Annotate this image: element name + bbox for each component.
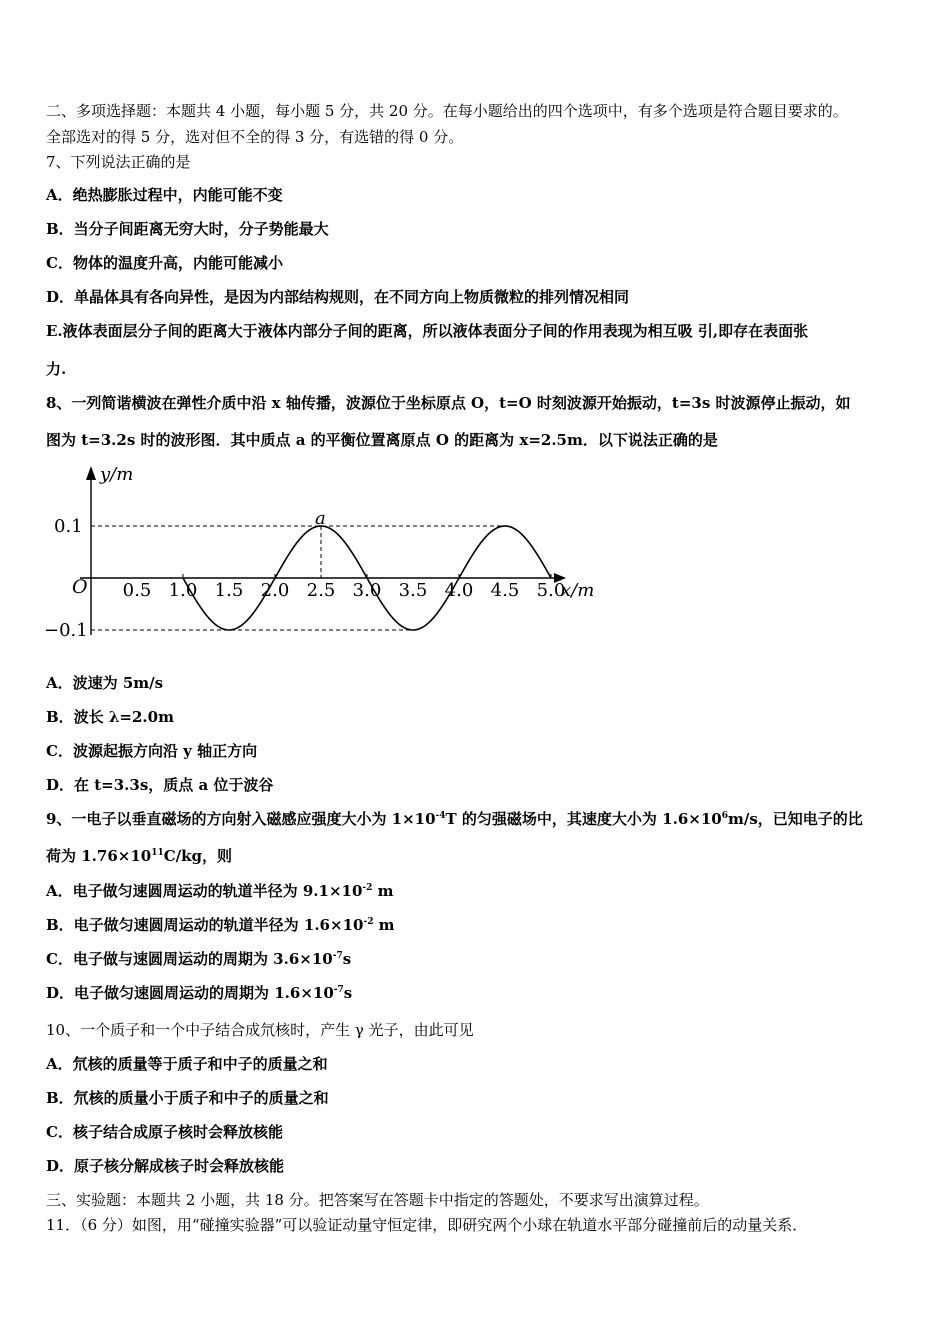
q10-option-b: B．氘核的质量小于质子和中子的质量之和: [46, 1089, 329, 1107]
q7-option-e: E.液体表面层分子间的距离大于液体内部分子间的距离，所以液体表面分子间的作用表现为相互吸 引,即存在表面张: [46, 322, 809, 340]
q9-option-a: [46, 881, 394, 901]
q9-option-b-unit: m: [373, 916, 395, 934]
q9-option-c-exp: -7: [332, 951, 343, 961]
y-tick-label: −0.1: [44, 620, 88, 641]
q8-option-d: D．在 t=3.3s，质点 a 位于波谷: [46, 776, 274, 794]
q9-stem-part1: 9、一电子以垂直磁场的方向射入磁感应强度大小为 1×10: [46, 810, 436, 828]
q10-stem: 10、一个质子和一个中子结合成氘核时，产生 γ 光子，由此可见: [46, 1021, 474, 1039]
x-tick-label: 2.0: [260, 580, 290, 601]
q9-option-a-text: A．电子做匀速圆周运动的轨道半径为 9.1×10: [46, 882, 363, 900]
q9-stem-line2-exp: 11: [151, 848, 164, 858]
point-a-label: a: [315, 508, 326, 529]
q8-option-b: B．波长 λ=2.0m: [46, 708, 174, 726]
q7-stem: 7、下列说法正确的是: [46, 153, 191, 171]
q9-stem-line2: [46, 846, 232, 866]
x-tick-label: 3.0: [352, 580, 382, 601]
x-axis-label: x/m: [561, 580, 595, 601]
q9-stem-part2: T 的匀强磁场中，其速度大小为 1.6×10: [445, 810, 722, 828]
x-tick-label: 1.0: [168, 580, 198, 601]
q10-option-c: C．核子结合成原子核时会释放核能: [46, 1123, 283, 1141]
origin-label: O: [72, 576, 88, 598]
q7-option-b: B．当分子间距离无穷大时，分子势能最大: [46, 220, 329, 238]
q9-option-d-exp: -7: [333, 985, 344, 995]
q8-stem-line2: 图为 t=3.2s 时的波形图．其中质点 a 的平衡位置离原点 O 的距离为 x=2.5m．以下说法正确的是: [46, 431, 718, 449]
x-tick-label: 4.0: [444, 580, 474, 601]
q10-option-d: D．原子核分解成核子时会释放核能: [46, 1157, 285, 1175]
x-tick-label: 3.5: [398, 580, 428, 601]
q8-option-a: A．波速为 5m/s: [46, 674, 164, 692]
q9-option-c-text: C．电子做与速圆周运动的周期为 3.6×10: [46, 950, 333, 968]
q9-stem-line2-part1: 荷为 1.76×10: [46, 847, 152, 865]
wave-graph: [44, 460, 599, 645]
q9-option-a-unit: m: [372, 882, 394, 900]
x-tick-label: 0.5: [122, 580, 152, 601]
y-tick-label: 0.1: [54, 516, 83, 537]
section-3-heading: 三、实验题：本题共 2 小题，共 18 分。把答案写在答题卡中指定的答题处，不要求写出演算过程。: [46, 1191, 709, 1209]
q9-option-a-exp: -2: [362, 883, 373, 893]
q11-stem: 11．（6 分）如图，用“碰撞实验器”可以验证动量守恒定律，即研究两个小球在轨道水平部分碰撞前后的动量关系．: [46, 1216, 808, 1234]
section-2-heading-line2: 全部选对的得 5 分，选对但不全的得 3 分，有选错的得 0 分。: [46, 128, 464, 146]
q10-option-a: A．氘核的质量等于质子和中子的质量之和: [46, 1055, 328, 1073]
q9-stem-line1: [46, 809, 863, 829]
x-tick-label: 5.0: [536, 580, 566, 601]
q7-option-c: C．物体的温度升高，内能可能减小: [46, 254, 283, 272]
q9-option-c: [46, 949, 351, 969]
q9-stem-line2-part2: C/kg，则: [163, 847, 233, 865]
q7-option-d: D．单晶体具有各向异性，是因为内部结构规则，在不同方向上物质微粒的排列情况相同: [46, 288, 630, 306]
q9-stem-part3: m/s，已知电子的比: [727, 810, 863, 828]
y-axis-arrow: [86, 466, 96, 480]
q8-option-c: C．波源起振方向沿 y 轴正方向: [46, 742, 258, 760]
q9-option-c-unit: s: [342, 950, 352, 968]
x-tick-label: 2.5: [306, 580, 336, 601]
q7-option-a: A．绝热膨胀过程中，内能可能不变: [46, 186, 283, 204]
q9-stem-exp1: -4: [435, 811, 446, 821]
q9-option-d-text: D．电子做匀速圆周运动的周期为 1.6×10: [46, 984, 334, 1002]
q9-option-d-unit: s: [343, 984, 353, 1002]
q9-stem-exp2: 6: [721, 811, 728, 821]
q9-option-b-text: B．电子做匀速圆周运动的轨道半径为 1.6×10: [46, 916, 364, 934]
x-tick-label: 1.5: [214, 580, 244, 601]
section-2-heading-line1: 二、多项选择题：本题共 4 小题，每小题 5 分，共 20 分。在每小题给出的四个选项中，有多个选项是符合题目要求的。: [46, 102, 848, 120]
x-tick-label: 4.5: [490, 580, 520, 601]
q9-option-b: [46, 915, 395, 935]
q7-option-e-cont: 力.: [46, 360, 67, 378]
q8-stem-line1: 8、一列简谐横波在弹性介质中沿 x 轴传播，波源位于坐标原点 O，t=O 时刻波源开始振动，t=3s 时波源停止振动，如: [46, 394, 851, 412]
y-axis-label: y/m: [100, 464, 134, 485]
q9-option-d: [46, 983, 352, 1003]
q9-option-b-exp: -2: [363, 917, 374, 927]
